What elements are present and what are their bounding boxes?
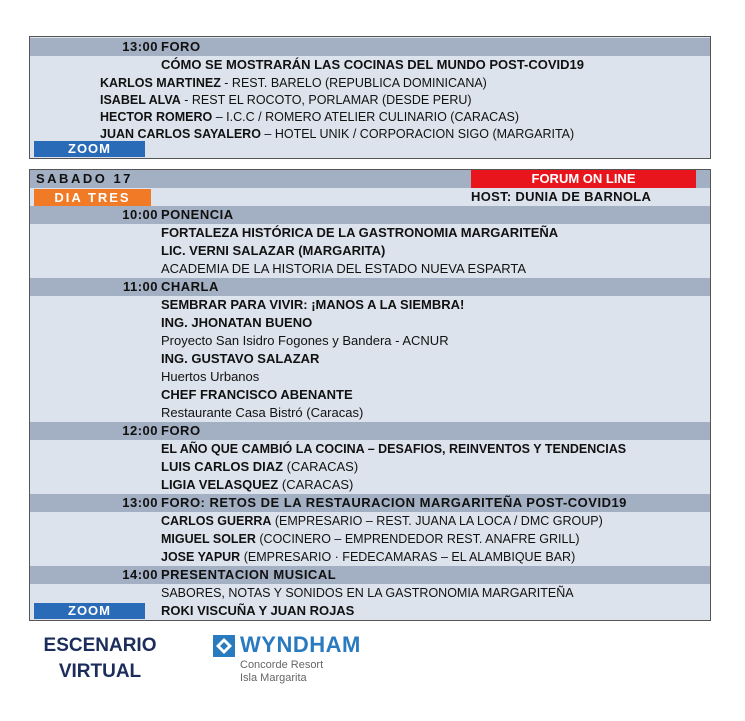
logo-subtitle-line: Isla Margarita xyxy=(240,672,307,684)
speaker-row xyxy=(30,530,710,548)
day-three-badge: DIA TRES xyxy=(34,189,151,206)
speaker-row xyxy=(30,548,710,566)
speaker-affiliation: – I.C.C / ROMERO ATELIER CULINARIO (CARACAS) xyxy=(212,110,520,124)
session-title: SABORES, NOTAS Y SONIDOS EN LA GASTRONOMIA MARGARITEÑA xyxy=(161,586,574,600)
session-time: 10:00 xyxy=(122,207,158,222)
speaker-name: HECTOR ROMERO xyxy=(100,110,213,124)
session-title-row xyxy=(30,584,710,602)
organization-row xyxy=(30,260,710,278)
wyndham-diamond-icon xyxy=(213,635,235,657)
speaker-name: LUIS CARLOS DIAZ xyxy=(161,459,284,474)
speaker-name: LIGIA VELASQUEZ xyxy=(161,477,279,492)
zoom-row xyxy=(30,140,710,158)
session-time: 14:00 xyxy=(122,567,158,582)
speaker-affiliation: (COCINERO – EMPRENDEDOR REST. ANAFRE GRILL) xyxy=(255,532,580,546)
session-time: 11:00 xyxy=(122,279,158,294)
session-header-row xyxy=(30,494,710,512)
speaker-affiliation: - REST. BARELO (REPUBLICA DOMINICANA) xyxy=(220,76,487,90)
session-type: PONENCIA xyxy=(161,207,234,222)
speaker-row xyxy=(30,242,710,260)
speaker xyxy=(100,91,472,109)
forum-online-badge: FORUM ON LINE xyxy=(471,170,696,188)
venue-line: VIRTUAL xyxy=(58,661,142,682)
session-block-day-two-forum xyxy=(29,36,711,159)
speaker xyxy=(161,476,353,494)
speaker-row xyxy=(30,91,710,109)
session-type: FORO: RETOS DE LA RESTAURACION MARGARITEÑA POST-COVID19 xyxy=(161,495,627,510)
session-title-row xyxy=(30,56,710,74)
speaker xyxy=(161,548,575,566)
session-type: PRESENTACION MUSICAL xyxy=(161,567,337,582)
speaker xyxy=(161,458,358,476)
speaker-name: LIC. VERNI SALAZAR (MARGARITA) xyxy=(161,243,386,258)
organization-row xyxy=(30,404,710,422)
speaker xyxy=(100,74,487,92)
speaker-row xyxy=(30,512,710,530)
speaker-organization: Restaurante Casa Bistró (Caracas) xyxy=(161,405,364,420)
session-header-row xyxy=(30,38,710,56)
speaker xyxy=(161,512,603,530)
speaker xyxy=(100,108,519,126)
speaker-organization: Huertos Urbanos xyxy=(161,369,260,384)
speaker-affiliation: (CARACAS) xyxy=(283,459,359,474)
session-header-row xyxy=(30,566,710,584)
session-title-row xyxy=(30,224,710,242)
session-header-row xyxy=(30,422,710,440)
speaker-row xyxy=(30,108,710,126)
speaker-row xyxy=(30,458,710,476)
speaker-name: JOSE YAPUR xyxy=(161,550,241,564)
speaker-row xyxy=(30,74,710,92)
performers: ROKI VISCUÑA Y JUAN ROJAS xyxy=(161,603,355,618)
performers-row xyxy=(30,602,710,620)
session-title: SEMBRAR PARA VIVIR: ¡MANOS A LA SIEMBRA! xyxy=(161,297,465,312)
organization-row xyxy=(30,332,710,350)
speaker-name: ING. GUSTAVO SALAZAR xyxy=(161,351,320,366)
speaker xyxy=(161,530,580,548)
logo-subtitle-line: Concorde Resort xyxy=(240,659,324,671)
session-type: CHARLA xyxy=(161,279,219,294)
session-type: FORO xyxy=(161,423,201,438)
speaker-affiliation: (EMPRESARIO – REST. JUANA LA LOCA / DMC GROUP) xyxy=(271,514,603,528)
session-header-row xyxy=(30,278,710,296)
speaker-row xyxy=(30,314,710,332)
speaker-affiliation: (EMPRESARIO · FEDECAMARAS – EL ALAMBIQUE BAR) xyxy=(240,550,576,564)
zoom-button[interactable]: ZOOM xyxy=(34,603,145,619)
speaker-name: JUAN CARLOS SAYALERO xyxy=(100,127,261,141)
session-header-row xyxy=(30,206,710,224)
speaker-row xyxy=(30,386,710,404)
session-type: FORO xyxy=(161,39,201,54)
day-header-row xyxy=(30,170,710,188)
logo-wordmark: WYNDHAM xyxy=(240,632,361,657)
speaker-row xyxy=(30,350,710,368)
host-name: HOST: DUNIA DE BARNOLA xyxy=(471,189,652,204)
session-title-row xyxy=(30,296,710,314)
speaker-affiliation: - REST EL ROCOTO, PORLAMAR (DESDE PERU) xyxy=(180,93,472,107)
session-title: FORTALEZA HISTÓRICA DE LA GASTRONOMIA MARGARITEÑA xyxy=(161,225,559,240)
session-title: CÓMO SE MOSTRARÁN LAS COCINAS DEL MUNDO POST-COVID19 xyxy=(161,57,585,72)
session-time: 13:00 xyxy=(122,39,158,54)
speaker-affiliation: – HOTEL UNIK / CORPORACION SIGO (MARGARITA) xyxy=(260,127,575,141)
session-title: EL AÑO QUE CAMBIÓ LA COCINA – DESAFIOS, REINVENTOS Y TENDENCIAS xyxy=(161,442,627,456)
speaker-name: CHEF FRANCISCO ABENANTE xyxy=(161,387,353,402)
venue-line: ESCENARIO xyxy=(43,635,157,656)
speaker-name: KARLOS MARTINEZ xyxy=(100,76,221,90)
organization-row xyxy=(30,368,710,386)
day-label-row xyxy=(30,188,710,206)
venue-title xyxy=(25,633,175,685)
session-title-row xyxy=(30,440,710,458)
day-date: SABADO 17 xyxy=(36,171,133,186)
zoom-button[interactable]: ZOOM xyxy=(34,141,145,157)
speaker-organization: Proyecto San Isidro Fogones y Bandera - ACNUR xyxy=(161,333,449,348)
speaker-name: CARLOS GUERRA xyxy=(161,514,272,528)
speaker-name: ING. JHONATAN BUENO xyxy=(161,315,313,330)
speaker-organization: ACADEMIA DE LA HISTORIA DEL ESTADO NUEVA ESPARTA xyxy=(161,261,527,276)
session-time: 12:00 xyxy=(122,423,158,438)
speaker-name: ISABEL ALVA xyxy=(100,93,181,107)
speaker-affiliation: (CARACAS) xyxy=(278,477,354,492)
session-time: 13:00 xyxy=(122,495,158,510)
session-block-day-three xyxy=(29,169,711,621)
speaker-row xyxy=(30,476,710,494)
speaker-name: MIGUEL SOLER xyxy=(161,532,256,546)
logo-subtitle xyxy=(240,659,323,685)
